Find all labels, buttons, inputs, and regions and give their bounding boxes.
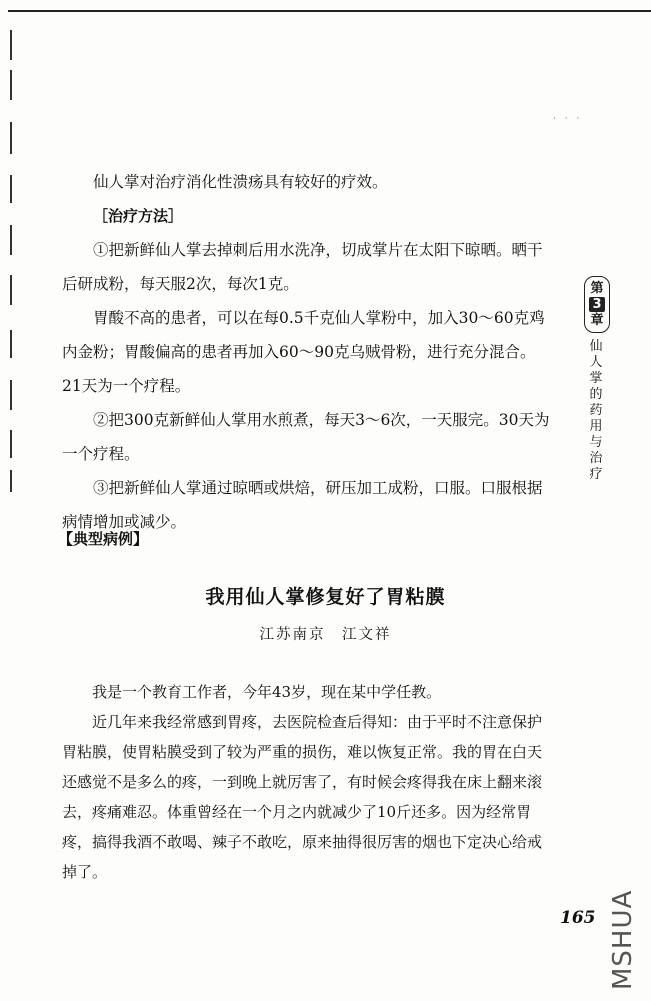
chapter-badge (584, 276, 610, 333)
treatment-section (62, 165, 550, 539)
spine-mark (10, 30, 12, 60)
method-heading: ［治疗方法］ (93, 207, 184, 225)
method-paragraph: ③把新鲜仙人掌通过晾晒或烘焙，研压加工成粉，口服。口服根据病情增加或减少。 (62, 479, 543, 531)
chapter-title-vertical: 仙人掌的药用与治疗 (589, 339, 603, 482)
spine-mark (10, 330, 12, 358)
article-author: 江苏南京 江文祥 (259, 627, 392, 643)
watermark: MSHUA (608, 889, 638, 990)
spine-mark (10, 175, 12, 203)
top-rule (8, 10, 651, 12)
chapter-number: 3 (589, 297, 605, 312)
intro-paragraph: 仙人掌对治疗消化性溃疡具有较好的疗效。 (93, 173, 388, 191)
method-paragraph: 胃酸不高的患者，可以在每0.5千克仙人掌粉中，加入30～60克鸡内金粉；胃酸偏高的患者再加入60～90克乌贼骨粉，进行充分混合。21天为一个疗程。 (62, 309, 545, 395)
story-paragraph: 我是一个教育工作者，今年43岁，现在某中学任教。 (92, 683, 442, 701)
spine-mark (10, 122, 12, 154)
spine-mark (10, 70, 12, 100)
spine-mark (10, 225, 12, 255)
method-paragraph: ②把300克新鲜仙人掌用水煎煮，每天3～6次，一天服完。30天为一个疗程。 (62, 411, 550, 463)
story-paragraph: 近几年来我经常感到胃疼，去医院检查后得知：由于平时不注意保护胃粘膜，使胃粘膜受到了较为严重的损伤，难以恢复正常。我的胃在白天还感觉不是多么的疼，一到晚上就厉害了，有时候会疼得我在床上翻来滚去，疼痛难忍。体重曾经在一个月之内就减少了10斤还多。因为经常胃疼，搞得我酒不敢喝、辣子不敢吃，原来抽得很厉害的烟也下定决心给戒掉了。 (62, 713, 543, 881)
case-story (62, 677, 550, 887)
chapter-suffix: 章 (590, 313, 604, 328)
case-section-label: 【典型病例】 (58, 530, 149, 548)
spine-mark (10, 430, 12, 458)
spine-mark (10, 275, 12, 305)
scan-noise: · · · (553, 114, 583, 124)
spine-mark (10, 380, 12, 410)
chapter-side-tab (584, 276, 614, 483)
article-title: 我用仙人掌修复好了胃粘膜 (205, 586, 446, 608)
method-paragraph: ①把新鲜仙人掌去掉刺后用水洗净，切成掌片在太阳下晾晒。晒干后研成粉，每天服2次，每次1克。 (62, 241, 543, 293)
page-number: 165 (560, 908, 596, 928)
spine-mark (10, 470, 12, 492)
chapter-prefix: 第 (590, 281, 604, 296)
